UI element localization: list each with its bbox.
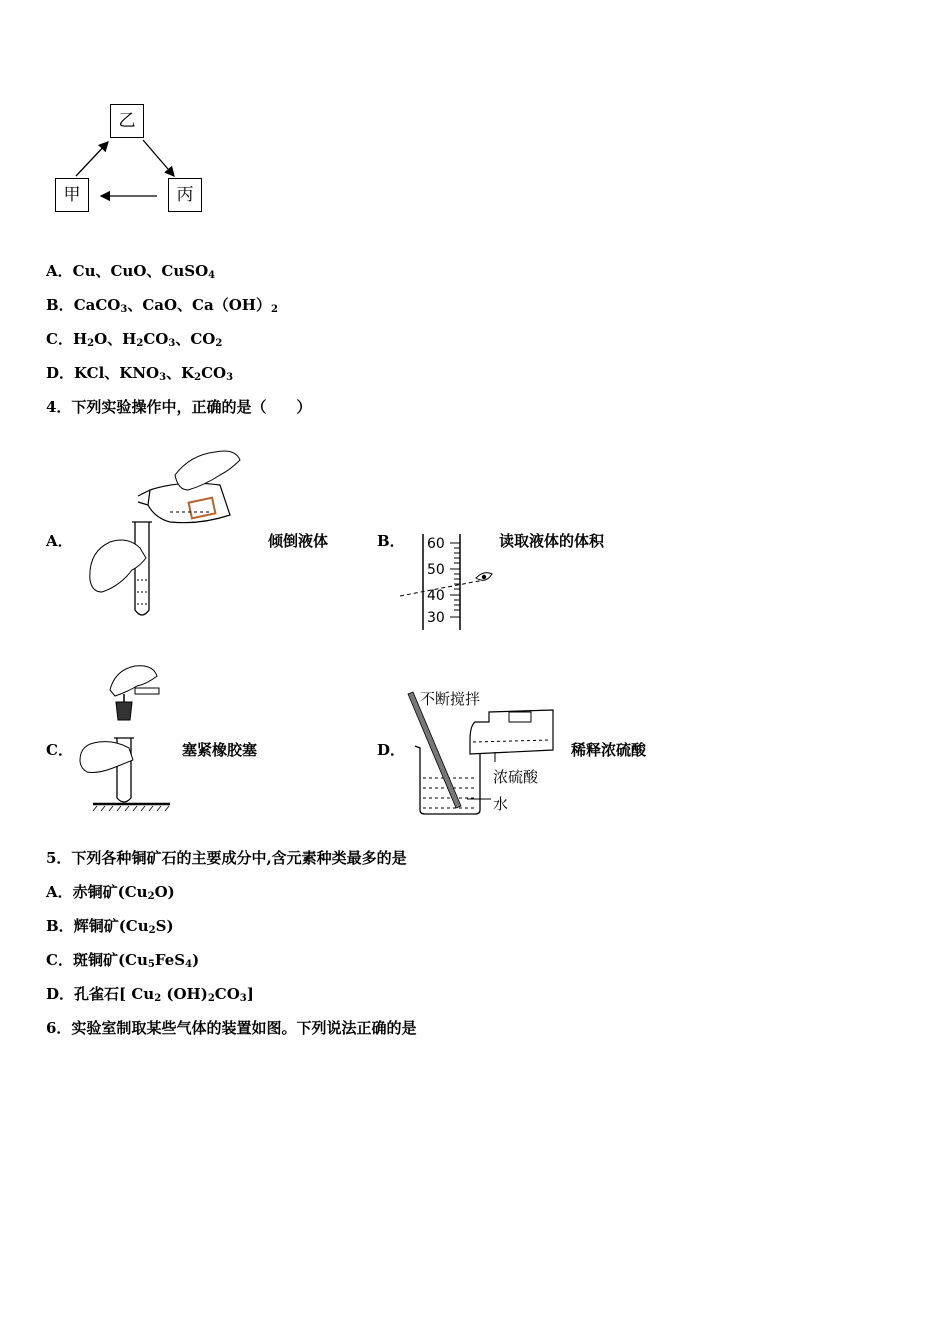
q5-option-c[interactable]: C．斑铜矿$(Cu_5FeS_4)$ xyxy=(46,951,200,970)
q4-option-b-letter[interactable]: B． xyxy=(377,532,405,550)
q3-option-c[interactable]: C．$H_2O$、$H_2CO_3$、$CO_2$ xyxy=(46,330,223,349)
rubber-stopper-figure xyxy=(75,660,185,815)
arrow-yi-to-bing xyxy=(143,140,174,176)
q5-option-b[interactable]: B．辉铜矿$(Cu_2S)$ xyxy=(46,917,174,936)
node-yi: 乙 xyxy=(110,104,144,138)
q4-option-c-caption: 塞紧橡胶塞 xyxy=(182,741,258,759)
q4-option-a-caption: 倾倒液体 xyxy=(268,532,329,550)
q4-stem: 4．下列实验操作中，正确的是（ ） xyxy=(46,398,312,416)
pouring-liquid-figure xyxy=(80,440,250,625)
q3-option-a[interactable]: A．Cu、CuO、CuSO$_4$ xyxy=(46,262,216,281)
q5-stem: 5．下列各种铜矿石的主要成分中,含元素种类最多的是 xyxy=(46,849,407,867)
q4-option-c-letter[interactable]: C． xyxy=(46,741,73,759)
label-stir: 不断搅拌 xyxy=(420,690,481,708)
label-acid: 浓硫酸 xyxy=(493,768,539,786)
q5-option-d[interactable]: D．孔雀石[ $Cu_2$ $(OH)_2CO_3$] xyxy=(46,985,254,1004)
q4-option-d-letter[interactable]: D． xyxy=(377,741,406,759)
q6-stem: 6．实验室制取某些气体的装置如图。下列说法正确的是 xyxy=(46,1019,417,1037)
q4-option-a-letter[interactable]: A． xyxy=(46,532,73,550)
q5-option-a[interactable]: A．赤铜矿$(Cu_2O)$ xyxy=(46,883,175,902)
label-water: 水 xyxy=(493,795,509,813)
q3-option-b[interactable]: B．CaCO$_3$、CaO、$Ca(OH)_2$ xyxy=(46,296,278,315)
cylinder-tick-60: 60 xyxy=(427,536,445,552)
cylinder-tick-50: 50 xyxy=(427,562,445,578)
node-jia: 甲 xyxy=(55,178,89,212)
graduated-cylinder-figure xyxy=(400,530,500,635)
q3-option-d[interactable]: D．KCl、$KNO_3$、$K_2CO_3$ xyxy=(46,364,234,383)
cycle-arrows xyxy=(0,0,260,240)
cylinder-tick-40: 40 xyxy=(427,588,445,604)
cylinder-tick-30: 30 xyxy=(427,610,445,626)
q4-option-d-caption: 稀释浓硫酸 xyxy=(571,741,647,759)
arrow-jia-to-yi xyxy=(76,142,108,176)
node-bing: 丙 xyxy=(168,178,202,212)
q4-option-b-caption: 读取液体的体积 xyxy=(499,532,605,550)
